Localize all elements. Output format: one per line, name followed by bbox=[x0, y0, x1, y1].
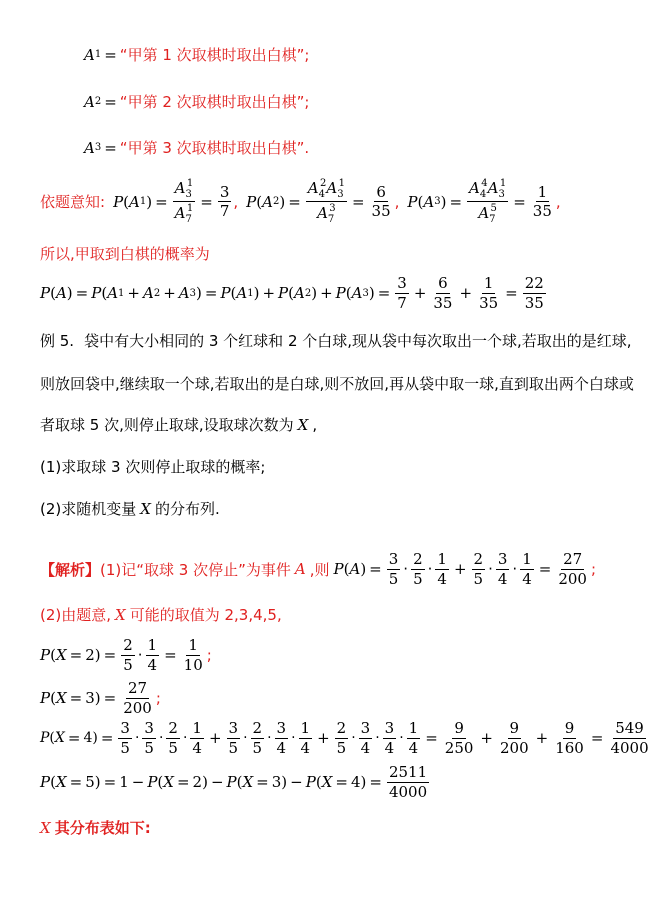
example-line-1 bbox=[40, 330, 632, 351]
event-a2-line: A 2 = “甲第 2 次取棋时取出白棋”; bbox=[84, 92, 310, 111]
question-1: (1)求取球 3 次则停止取球的概率; bbox=[40, 458, 266, 476]
p-x-2-line: P ( X = 2 ) = $\frac{2}{5}$ · $\frac{1}{4}$ = $\frac{1}{10}$ ; bbox=[40, 636, 212, 674]
example-text-1: 袋中有大小相同的 3 个红球和 2 个白球,现从袋中每次取出一个球,若取出的是红球, bbox=[84, 332, 632, 350]
total-probability-equation: P ( A ) = P ( A 1 + A 2 + A 3 ) = P ( A 1 ) + P ( A 2 ) + P ( A 3 ) = $\frac{3}{7}$ + $\frac{6}{35}$ + $\frac{1}{35}$ = $\frac{22}{35}$ bbox=[40, 274, 544, 312]
example-text-2: 则放回袋中,继续取一个球,若取出的是白球,则不放回,再从袋中取一球,直到取出两个白球或 bbox=[40, 375, 634, 393]
solution-heading: 【解析】 bbox=[40, 560, 101, 579]
example-text-3: 者取球 5 次,则停止取球,设取球次数为 bbox=[40, 416, 294, 434]
event-probabilities-line: 依题意知: P ( A 1 ) = $\frac{A_3^1}{A_7^1}$ = $\frac{3}{7}$ , P ( A 2 ) = $\frac{A_4^2A_3^1}{A_7^3}$ = $\frac{6}{35}$ , P ( A 3 ) = $\frac{A_4^4A_3^1}{A_7^5}$ = $\frac{1}{35}$ , bbox=[40, 178, 561, 225]
example-label: 例 5. bbox=[40, 332, 75, 350]
p-a2-value: $\frac{6}{35}$ bbox=[371, 182, 391, 220]
p-x-5-value: $\frac{2511}{4000}$ bbox=[388, 763, 428, 801]
solution-part-1: 【解析】 (1)记“取球 3 次停止”为事件 A ,则 P ( A ) = $\frac{3}{5}$ · $\frac{2}{5}$ · $\frac{1}{4}$ + $\frac{2}{5}$ · $\frac{3}{4}$ · $\frac{1}{4}$ = $\frac{27}{200}$ ; bbox=[40, 550, 597, 588]
p-a1-value: $\frac{3}{7}$ bbox=[219, 182, 230, 220]
example-line-3: 者取球 5 次,则停止取球,设取球次数为 X , bbox=[40, 415, 318, 434]
p-x-4-value: $\frac{549}{4000}$ bbox=[610, 719, 649, 757]
event-a2-text: “甲第 2 次取棋时取出白棋”; bbox=[119, 93, 310, 111]
question-2: (2)求随机变量 X 的分布列. bbox=[40, 499, 220, 518]
by-question-label: 依题意知: bbox=[40, 193, 106, 211]
p-x-2-value: $\frac{1}{10}$ bbox=[183, 636, 203, 674]
event-a3-text: “甲第 3 次取棋时取出白棋”. bbox=[119, 139, 310, 157]
event-a1-text: “甲第 1 次取棋时取出白棋”; bbox=[119, 46, 310, 64]
distribution-text: 其分布表如下: bbox=[54, 819, 151, 837]
p-x-4-line: P ( X = 4 ) = $\frac{3}{5}$ · $\frac{3}{5}$ · $\frac{2}{5}$ · $\frac{1}{4}$ + $\frac{3}{5}$ · $\frac{2}{5}$ · $\frac{3}{4}$ · $\frac{1}{4}$ + $\frac{2}{5}$ · $\frac{3}{4}$ · $\frac{3}{4}$ · $\frac{1}{4}$ = $\frac{9}{250}$ + $\frac{9}{200}$ + $\frac{9}{160}$ = $\frac{549}{4000}$ bbox=[40, 719, 649, 757]
example-line-2 bbox=[40, 373, 634, 394]
p-x-3-value: $\frac{27}{200}$ bbox=[123, 679, 152, 717]
event-a1-line: A 1 = “甲第 1 次取棋时取出白棋”; bbox=[84, 45, 310, 64]
so-line bbox=[40, 243, 210, 264]
p-x-3-line: P ( X = 3 ) = $\frac{27}{200}$ ; bbox=[40, 679, 161, 717]
event-a3-line: A 3 = “甲第 3 次取棋时取出白棋”. bbox=[84, 138, 310, 157]
distribution-line: X 其分布表如下: bbox=[40, 818, 151, 837]
total-result-value: $\frac{22}{35}$ bbox=[524, 274, 544, 312]
so-text: 所以,甲取到白棋的概率为 bbox=[40, 245, 210, 263]
p-a3-value: $\frac{1}{35}$ bbox=[532, 182, 552, 220]
p-x-5-line: P ( X = 5 ) = 1 − P ( X = 2 ) − P ( X = 3 ) − P ( X = 4 ) = $\frac{2511}{4000}$ bbox=[40, 763, 428, 801]
solution-part-2: (2)由题意, X 可能的取值为 2,3,4,5, bbox=[40, 605, 282, 624]
part1-result: $\frac{27}{200}$ bbox=[558, 550, 587, 588]
